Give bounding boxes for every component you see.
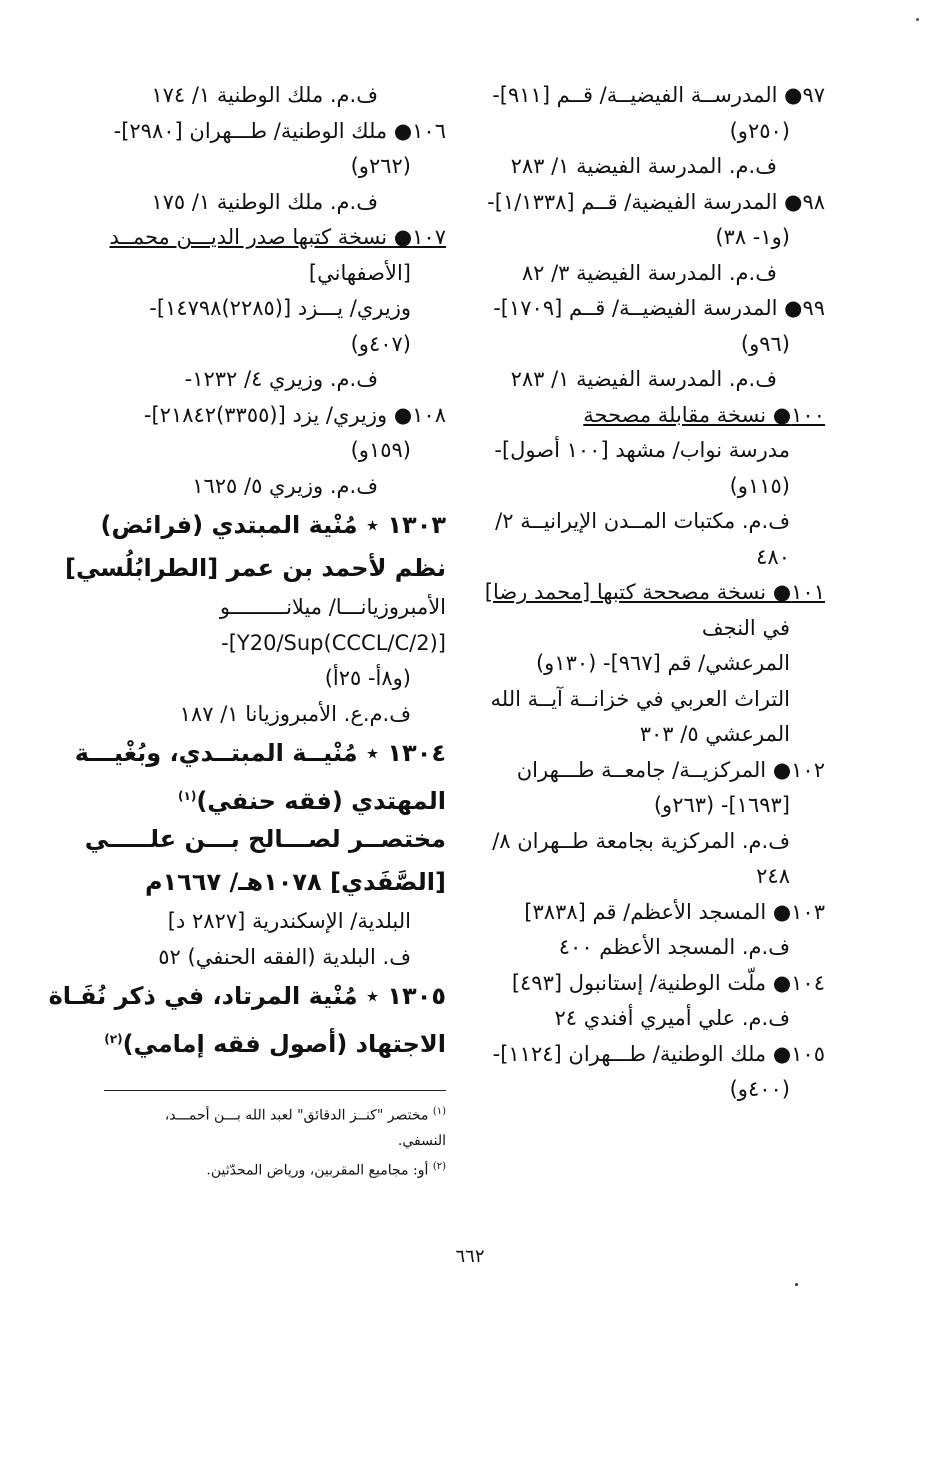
text-line	[104, 775, 446, 818]
page-number: ٦٦٢	[455, 1246, 485, 1267]
line-text: [الصَّفَدي] ١٠٧٨هـ/ ١٦٦٧م	[144, 868, 446, 896]
text-line	[490, 966, 825, 1002]
line-text: ف.م. المدرسة الفيضية ١/ ٢٨٣	[510, 154, 777, 178]
text-line	[490, 788, 825, 824]
line-text: (و١- ٣٨)	[715, 225, 790, 249]
line-text: ٤٨٠	[756, 544, 790, 569]
line-text: في النجف	[701, 615, 790, 640]
line-text: ف.م. وزيري ٤/ ١٢٣٢-	[184, 367, 378, 391]
footnote-marker: (١)	[178, 789, 197, 803]
footnotes	[104, 1090, 446, 1183]
footnote-number: (٢)	[432, 1160, 446, 1172]
left-column	[48, 78, 446, 1061]
line-text: ٩٧● المدرســة الفيضيــة/ قــم [٩١١]-	[492, 83, 825, 107]
text-line	[490, 824, 825, 860]
line-text: ف.م. المدرسة الفيضية ٣/ ٨٢	[521, 260, 777, 285]
text-line	[104, 327, 446, 363]
text-line	[490, 78, 825, 114]
text-line	[104, 220, 446, 256]
line-text: ١٣٠٤ ٭ مُنْيــة المبتــدي، وبُغْيـــة	[74, 739, 446, 767]
line-text: [(CCCL/C/2)Y20/Sup]-	[221, 630, 446, 655]
text-line	[487, 185, 825, 221]
line-text: نظم لأحمد بن عمر [الطرابُلُسي]	[65, 554, 446, 582]
line-text: الأمبروزيانـــا/ ميلانـــــــــو	[219, 595, 446, 619]
text-line	[490, 433, 825, 469]
text-line	[490, 504, 825, 540]
speck-mark	[795, 1283, 798, 1286]
line-text: وزيري/ يـــزد [(٢٢٨٥)١٤٧٩٨]-	[149, 296, 411, 320]
line-text: ف.م. وزيري ٥/ ١٦٢٥	[192, 473, 378, 498]
line-text: ٩٨● المدرسة الفيضية/ قــم [١/١٣٣٨]-	[487, 189, 825, 214]
line-text: المرعشي/ قم [٩٦٧]- (١٣٠و)	[535, 651, 790, 675]
line-text: ٩٩● المدرسة الفيضيــة/ قــم [١٧٠٩]-	[493, 296, 825, 320]
text-line	[490, 753, 825, 789]
line-text: ١٠٣● المسجد الأعظم/ قم [٣٨٣٨]	[524, 899, 825, 924]
line-text: ١٠٧● نسخة كتبها صدر الديـــن محمــد	[109, 225, 446, 249]
text-line	[104, 291, 446, 327]
footnote-text: أو: مجاميع المقربين، ورياض المحدّثين.	[206, 1162, 429, 1179]
line-text: (١٥٩و)	[350, 438, 411, 462]
line-text: (٢٥٠و)	[729, 118, 790, 143]
line-text: ف. البلدية (الفقه الحنفي) ٥٢	[158, 944, 411, 969]
line-text: الاجتهاد (أصول فقه إمامي)	[122, 1030, 446, 1058]
text-line	[490, 540, 825, 576]
speck-mark	[916, 18, 919, 21]
line-text: التراث العربي في خزانــة آيــة الله	[490, 686, 790, 711]
line-text: ف.م. ملك الوطنية ١/ ١٧٥	[151, 189, 378, 214]
text-line	[490, 362, 825, 398]
text-line	[490, 469, 825, 505]
line-text: ١٠٨● وزيري/ يزد [(٣٣٥٥)٢١٨٤٢]-	[143, 402, 446, 427]
text-line	[490, 256, 825, 292]
line-text: [١٦٩٣]- (٢٦٣و)	[653, 793, 790, 817]
line-text: مختصــر لصـــالح بـــن علـــــي	[84, 825, 446, 853]
footnote-number: (١)	[432, 1106, 446, 1117]
line-text: ف.م. مكتبات المــدن الإيرانيــة ٢/	[495, 509, 790, 533]
text-line	[104, 590, 446, 626]
text-line	[490, 611, 825, 647]
text-line	[104, 362, 446, 398]
footnote-marker: (٢)	[104, 1032, 123, 1046]
line-text: ٢٤٨	[756, 864, 790, 888]
text-line	[490, 646, 825, 682]
text-line	[490, 859, 825, 895]
text-line	[490, 327, 825, 363]
text-line	[104, 626, 446, 662]
line-text: ف.م. المدرسة الفيضية ١/ ٢٨٣	[510, 367, 777, 391]
text-line	[490, 717, 825, 753]
footnote-text: النسفي.	[397, 1132, 446, 1149]
right-column	[484, 78, 825, 1108]
text-line	[104, 904, 446, 940]
line-text: ف.م. علي أميري أفندي ٢٤	[554, 1006, 790, 1030]
text-line	[104, 398, 446, 434]
footnote	[104, 1154, 446, 1184]
text-line	[104, 469, 446, 505]
text-line	[490, 1001, 825, 1037]
text-line	[490, 291, 825, 327]
line-text: (١١٥و)	[729, 473, 790, 498]
text-line	[104, 861, 446, 904]
text-line	[104, 78, 446, 114]
line-text: [الأصفهاني]	[308, 260, 411, 285]
line-text: مدرسة نواب/ مشهد [١٠٠ أصول]-	[494, 438, 790, 462]
line-text: ١٠٤● ملّت الوطنية/ إستانبول [٤٩٣]	[511, 970, 825, 995]
text-line	[104, 433, 446, 469]
text-line	[104, 149, 446, 185]
text-line	[104, 661, 446, 697]
line-text: ف.م. ملك الوطنية ١/ ١٧٤	[151, 83, 378, 107]
text-line	[104, 1018, 446, 1061]
line-text: ١٠٢● المركزيــة/ جامعــة طـــهران	[516, 757, 825, 782]
line-text: ١٠٠● نسخة مقابلة مصححة	[583, 402, 825, 427]
text-line	[104, 256, 446, 292]
text-line	[490, 1037, 825, 1073]
footnote	[104, 1129, 446, 1154]
text-line	[104, 697, 446, 733]
text-line	[490, 114, 825, 150]
line-text: ف.م. المركزية بجامعة طــهران ٨/	[492, 828, 790, 853]
text-line	[74, 732, 446, 775]
line-text: (٤٠٧و)	[350, 331, 411, 356]
text-line	[490, 682, 825, 718]
text-line	[104, 940, 446, 976]
footnote	[104, 1099, 446, 1129]
text-line	[490, 1072, 825, 1108]
line-text: ١٠١● نسخة مصححة كتبها [محمد رضا]	[484, 580, 825, 604]
text-line	[490, 398, 825, 434]
text-line	[48, 975, 446, 1018]
line-text: المرعشي ٥/ ٣٠٣	[639, 722, 790, 746]
text-line	[104, 185, 446, 221]
text-line	[490, 149, 825, 185]
text-line	[84, 818, 446, 861]
line-text: ١٣٠٥ ٭ مُنْية المرتاد، في ذكر نُفَـاة	[48, 982, 446, 1010]
text-line	[65, 547, 446, 590]
text-line	[484, 575, 825, 611]
text-line	[490, 930, 825, 966]
line-text: ١٣٠٣ ٭ مُنْية المبتدي (فرائض)	[100, 511, 446, 539]
line-text: (و٨أ- ٢٥أ)	[324, 666, 411, 690]
line-text: ف.م. المسجد الأعظم ٤٠٠	[558, 935, 790, 959]
line-text: (٩٦و)	[740, 331, 790, 356]
text-line	[490, 895, 825, 931]
line-text: البلدية/ الإسكندرية [٢٨٢٧ د]	[167, 909, 411, 933]
line-text: (٢٦٢و)	[350, 154, 411, 178]
text-line	[100, 504, 446, 547]
line-text: (٤٠٠و)	[729, 1077, 790, 1101]
text-line	[104, 114, 446, 150]
line-text: ١٠٦● ملك الوطنية/ طـــهران [٢٩٨٠]-	[113, 118, 446, 143]
text-line	[490, 220, 825, 256]
footnote-text: مختصر "كنــز الدقائق" لعبد الله بـــن أحمـــد،	[164, 1107, 429, 1124]
line-text: المهتدي (فقه حنفي)	[196, 787, 446, 815]
line-text: ف.م.ع. الأمبروزيانا ١/ ١٨٧	[179, 701, 411, 726]
line-text: ١٠٥● ملك الوطنية/ طـــهران [١١٢٤]-	[492, 1041, 825, 1066]
